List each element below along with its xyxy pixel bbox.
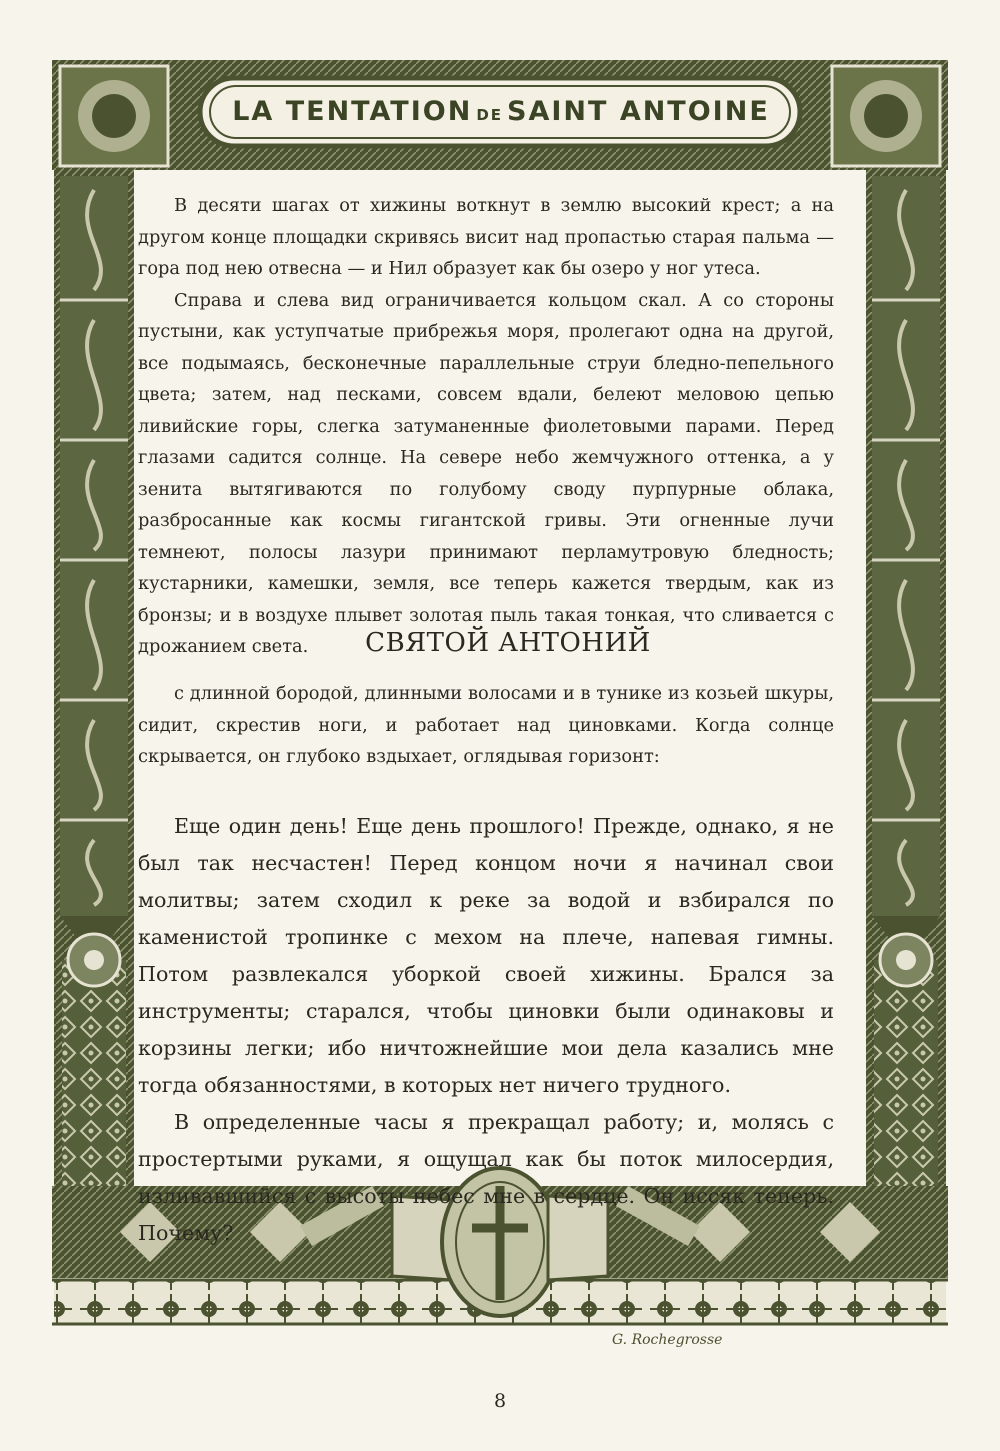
speech-paragraph-1: Еще один день! Еще день прошлого! Прежде, однако, я не был так несчастен! Перед концом ночи я начинал свои молитвы; затем сходил к реке за водой и взбирался по каменистой тропинке с мехом на плече, напевая гимны. Потом развлекался уборкой своей хижины. Брался за инструменты; старался, чтобы циновки были одинаковы и корзины легки; ибо ничтожнейшие мои дела казались мне тогда обязанностями, в которых нет ничего трудного. bbox=[138, 814, 834, 1097]
page-number: 8 bbox=[493, 1390, 507, 1412]
book-title-banner bbox=[220, 84, 782, 138]
left-border-column bbox=[54, 168, 134, 1190]
intro-paragraph-1: В десяти шагах от хижины воткнут в землю высокий крест; а на другом конце площадки скривясь висит над пропастью старая пальма — гора под нею отвесна — и Нил образует как бы озеро у ног утеса. bbox=[138, 195, 834, 279]
intro-paragraph-2: Справа и слева вид ограничивается кольцом скал. А со стороны пустыни, как уступчатые прибрежья моря, пролегают одна на другой, все подымаясь, бесконечные параллельные струи бледно-пепельного цвета; затем, над песками, совсем вдали, белеют меловою цепью ливийские горы, слегка затуманенные фиолетовыми парами. Перед глазами садится солнце. На севере небо жемчужного оттенка, а у зенита вытягиваются по голубому своду пурпурные облака, разбросанные как космы гигантской гривы. Эти огненные лучи темнеют, полосы лазури принимают перламутровую бледность; кустарники, камешки, земля, все теперь кажется твердым, как из бронзы; и в воздухе плывет золотая пыль такая тонкая, что сливается с дрожанием света. bbox=[138, 289, 834, 657]
character-heading: СВЯТОЙ АНТОНИЙ bbox=[365, 628, 651, 658]
artist-signature: G. Rochegrosse bbox=[612, 1332, 723, 1348]
intro-text bbox=[138, 190, 834, 663]
title-part-2: DE bbox=[476, 106, 504, 124]
speech-paragraph-2: В определенные часы я прекращал работу; и, молясь с простертыми руками, я ощущал как бы поток милосердия, изливавшийся с высоты небес мне в сердце. Он иссяк теперь. Почему? bbox=[138, 1110, 834, 1245]
title-part-3: SAINT ANTOINE bbox=[507, 95, 770, 127]
title-part-1: LA TENTATION bbox=[232, 95, 473, 127]
stage-direction-text: с длинной бородой, длинными волосами и в тунике из козьей шкуры, сидит, скрестив ноги, и работает над циновками. Когда солнце скрывается, он глубоко вздыхает, оглядывая горизонт: bbox=[138, 683, 834, 767]
right-border-column bbox=[866, 168, 946, 1190]
stage-direction bbox=[138, 678, 834, 773]
speech-text bbox=[138, 808, 834, 1252]
